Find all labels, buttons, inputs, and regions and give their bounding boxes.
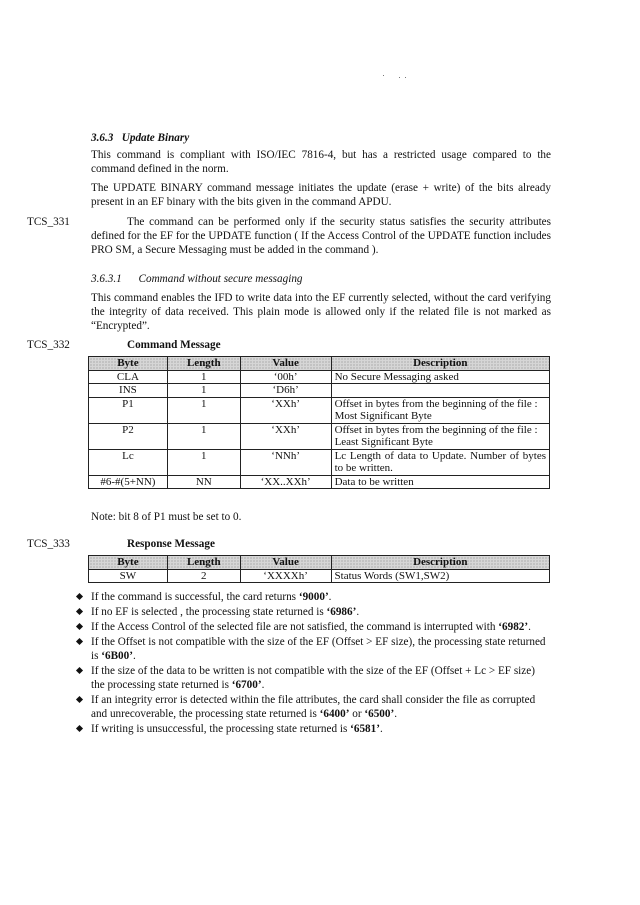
- diamond-bullet-icon: [76, 623, 83, 630]
- bullet-text: .: [379, 723, 383, 735]
- table-header-row: [89, 357, 550, 371]
- status-code: ‘6700’: [231, 679, 262, 691]
- table-cell: SW: [89, 569, 168, 583]
- subsection-title: Command without secure messaging: [138, 273, 303, 285]
- tcs-332-label: TCS_332: [27, 339, 70, 351]
- table-cell: 1: [167, 397, 240, 423]
- table-cell: NN: [167, 475, 240, 489]
- table-cell: ‘XXh’: [240, 397, 331, 423]
- bullet-text: or: [349, 708, 365, 720]
- table-row: [89, 475, 550, 489]
- table-cell: ‘NNh’: [240, 449, 331, 475]
- status-code: ‘6581’: [350, 723, 380, 735]
- bullet-text: If writing is unsuccessful, the processing state returned is: [91, 723, 351, 735]
- column-header: Length: [167, 556, 240, 570]
- subsection-heading: [91, 272, 303, 286]
- scan-speck: [399, 77, 400, 78]
- response-message-heading: Response Message: [127, 538, 215, 550]
- table-cell: #6-#(5+NN): [89, 475, 168, 489]
- status-code: ‘9000’: [298, 591, 329, 603]
- section-paragraph-2: The UPDATE BINARY command message initiates the update (erase + write) of the bits already present in an EF binary with the bits given in the command APDU.: [91, 182, 551, 208]
- list-item: [77, 635, 551, 663]
- status-bullet-list: [77, 590, 551, 737]
- diamond-bullet-icon: [76, 638, 83, 645]
- column-header: Value: [240, 556, 331, 570]
- column-header: Value: [240, 357, 331, 371]
- table-cell: Offset in bytes from the beginning of the file : Least Significant Byte: [331, 423, 549, 449]
- section-paragraph-1: This command is compliant with ISO/IEC 7816-4, but has a restricted usage compared to the command defined in the norm.: [91, 149, 551, 175]
- diamond-bullet-icon: [76, 725, 83, 732]
- table-row: [89, 449, 550, 475]
- column-header: Byte: [89, 556, 168, 570]
- list-item: [77, 693, 551, 721]
- table-cell: ‘XXh’: [240, 423, 331, 449]
- bullet-text: .: [394, 708, 398, 720]
- list-item: [77, 664, 551, 692]
- column-header: Byte: [89, 357, 168, 371]
- table-cell: ‘XXXXh’: [240, 569, 331, 583]
- bullet-text: If the Access Control of the selected file are not satisfied, the command is interrupted with: [91, 621, 499, 633]
- table-cell: ‘D6h’: [240, 384, 331, 398]
- table-row: [89, 397, 550, 423]
- list-item: [77, 722, 551, 736]
- table-cell: No Secure Messaging asked: [331, 370, 549, 384]
- table-cell: ‘XX..XXh’: [240, 475, 331, 489]
- status-code: ‘6986’: [326, 606, 357, 618]
- table-cell: CLA: [89, 370, 168, 384]
- bullet-text: If an integrity error is detected within the file attributes, the card shall consider the file as corrupted and unrecoverable, the processing state returned is: [91, 694, 536, 720]
- status-code: ‘6B00’: [101, 650, 133, 662]
- table-cell: 1: [167, 423, 240, 449]
- diamond-bullet-icon: [76, 593, 83, 600]
- section-title: Update Binary: [121, 132, 190, 144]
- diamond-bullet-icon: [76, 696, 83, 703]
- table-cell: 1: [167, 449, 240, 475]
- table-row: [89, 569, 550, 583]
- bullet-text: .: [132, 650, 136, 662]
- response-message-table: [88, 555, 550, 583]
- table-cell: Data to be written: [331, 475, 549, 489]
- command-note: Note: bit 8 of P1 must be set to 0.: [91, 511, 242, 523]
- column-header: Description: [331, 556, 549, 570]
- table-cell: 2: [167, 569, 240, 583]
- table-header-row: [89, 556, 550, 570]
- table-row: [89, 370, 550, 384]
- table-cell: INS: [89, 384, 168, 398]
- column-header: Description: [331, 357, 549, 371]
- table-cell: 1: [167, 370, 240, 384]
- tcs-331-text: The command can be performed only if the security status satisfies the security attributes defined for the EF for the UPDATE function ( If the Access Control of the UPDATE function includes PRO SM, a Secure Messaging must be added in the command ).: [91, 216, 551, 256]
- table-cell: 1: [167, 384, 240, 398]
- subsection-paragraph: This command enables the IFD to write data into the EF currently selected, without the card verifying the integrity of data received. This plain mode is allowed only if the related file is not marked as “Encrypted”.: [91, 292, 551, 332]
- bullet-text: If the Offset is not compatible with the size of the EF (Offset > EF size), the processing state returned is: [91, 636, 546, 662]
- bullet-text: If the command is successful, the card returns: [91, 591, 299, 603]
- section-number: 3.6.3: [91, 132, 114, 144]
- bullet-text: .: [328, 591, 332, 603]
- list-item: [77, 590, 551, 604]
- diamond-bullet-icon: [76, 608, 83, 615]
- table-cell: Lc: [89, 449, 168, 475]
- status-code: ‘6982’: [498, 621, 529, 633]
- command-message-heading: Command Message: [127, 339, 221, 351]
- bullet-text: .: [356, 606, 360, 618]
- list-item: [77, 620, 551, 634]
- list-item: [77, 605, 551, 619]
- table-cell: Lc Length of data to Update. Number of bytes to be written.: [331, 449, 549, 475]
- status-code: ‘6400’: [319, 708, 350, 720]
- command-message-table: [88, 356, 550, 489]
- bullet-text: .: [528, 621, 531, 633]
- bullet-text: .: [261, 679, 265, 691]
- status-code: ‘6500’: [364, 708, 395, 720]
- tcs-333-label: TCS_333: [27, 538, 70, 550]
- tcs-331-label: TCS_331: [27, 216, 70, 228]
- column-header: Length: [167, 357, 240, 371]
- table-cell: [331, 384, 549, 398]
- subsection-number: 3.6.3.1: [91, 273, 122, 285]
- table-cell: ‘00h’: [240, 370, 331, 384]
- table-cell: P1: [89, 397, 168, 423]
- table-cell: P2: [89, 423, 168, 449]
- section-heading: [91, 131, 189, 145]
- bullet-text: If the size of the data to be written is not compatible with the size of the EF (Offset + Lc > EF size) the processing state returned is: [91, 665, 535, 691]
- table-row: [89, 384, 550, 398]
- bullet-text: If no EF is selected , the processing state returned is: [91, 606, 327, 618]
- scan-speck: [383, 75, 384, 76]
- diamond-bullet-icon: [76, 667, 83, 674]
- scan-speck: [405, 77, 406, 78]
- table-cell: Status Words (SW1,SW2): [331, 569, 549, 583]
- table-row: [89, 423, 550, 449]
- table-cell: Offset in bytes from the beginning of the file : Most Significant Byte: [331, 397, 549, 423]
